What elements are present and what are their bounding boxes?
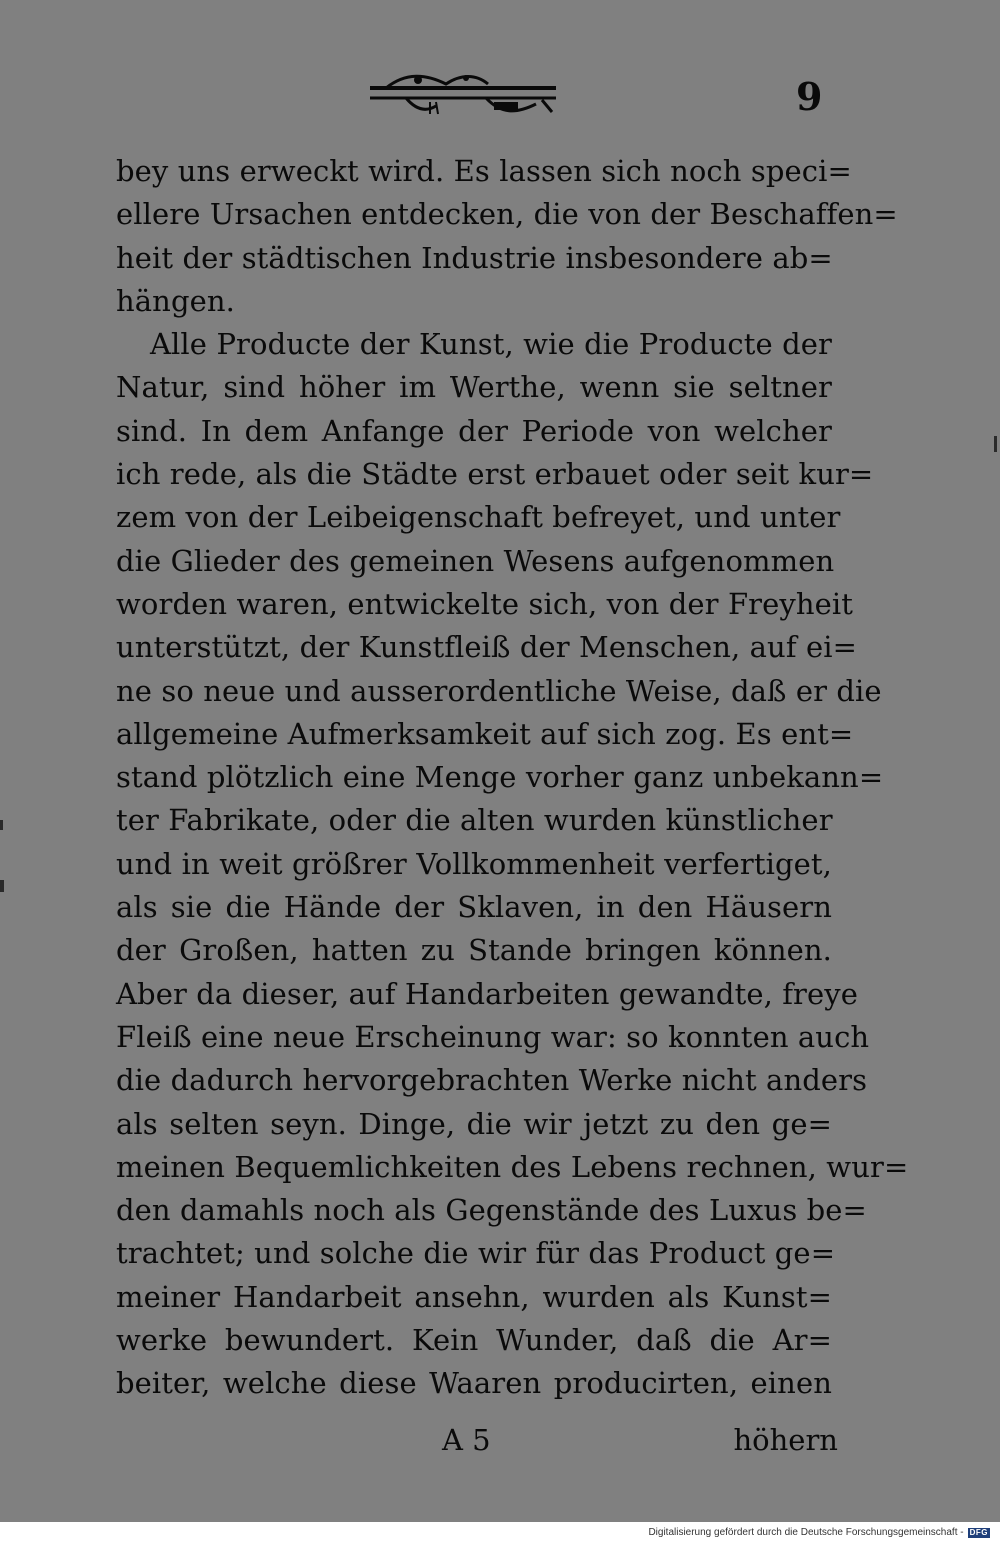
credit-text: Digitalisierung gefördert durch die Deutsche Forschungsgemeinschaft - xyxy=(648,1527,964,1538)
text-line: ich rede, als die Städte erst erbauet oder seit kur= xyxy=(116,457,874,492)
body-text xyxy=(116,150,909,1406)
text-line: bey uns erweckt wird. Es lassen sich noch speci= xyxy=(116,154,852,188)
text-line: die Glieder des gemeinen Wesens aufgenommen xyxy=(116,543,835,578)
text-line: die dadurch hervorgebrachten Werke nicht anders xyxy=(116,1063,868,1098)
text-line: Natur, sind höher im Werthe, wenn sie seltner xyxy=(116,370,832,405)
digitization-credit xyxy=(648,1527,990,1539)
text-line: hängen. xyxy=(116,283,235,318)
catchword: höhern xyxy=(733,1423,838,1457)
text-line: meinen Bequemlichkeiten des Lebens rechnen, wur= xyxy=(116,1149,909,1184)
text-line: den damahls noch als Gegenstände des Luxus be= xyxy=(116,1193,867,1228)
text-line: Alle Producte der Kunst, wie die Producte der xyxy=(150,327,832,362)
text-line: beiter, welche diese Waaren producirten, einen xyxy=(116,1366,832,1401)
text-line: trachtet; und solche die wir für das Product ge= xyxy=(116,1236,836,1271)
text-line: zem von der Leibeigenschaft befreyet, und unter xyxy=(116,500,841,535)
text-line: als selten seyn. Dinge, die wir jetzt zu den ge= xyxy=(116,1106,832,1141)
text-line: als sie die Hände der Sklaven, in den Häusern xyxy=(116,890,832,925)
text-line: stand plötzlich eine Menge vorher ganz unbekann= xyxy=(116,760,884,795)
margin-mark-icon xyxy=(994,436,997,452)
text-line: ellere Ursachen entdecken, die von der Beschaffen= xyxy=(116,197,898,232)
vine-ornament-icon xyxy=(366,70,561,120)
text-line: Fleiß eine neue Erscheinung war: so konnten auch xyxy=(116,1019,870,1054)
text-line: sind. In dem Anfange der Periode von welcher xyxy=(116,413,832,448)
text-line: worden waren, entwickelte sich, von der Freyheit xyxy=(116,586,854,621)
text-line: und in weit größrer Vollkommenheit verfertiget, xyxy=(116,846,832,881)
text-line: Aber da dieser, auf Handarbeiten gewandte, freye xyxy=(116,976,859,1011)
text-line: ter Fabrikate, oder die alten wurden künstlicher xyxy=(116,803,833,838)
text-line: unterstützt, der Kunstfleiß der Menschen, auf ei= xyxy=(116,630,858,665)
margin-mark-icon xyxy=(0,820,8,900)
text-line: meiner Handarbeit ansehn, wurden als Kunst= xyxy=(116,1279,832,1314)
text-line: werke bewundert. Kein Wunder, daß die Ar= xyxy=(116,1323,832,1358)
signature-mark: A 5 xyxy=(442,1423,491,1457)
page-footer xyxy=(116,1418,838,1462)
text-line: allgemeine Aufmerksamkeit auf sich zog. Es ent= xyxy=(116,716,854,751)
page-number: 9 xyxy=(796,74,823,119)
text-line: heit der städtischen Industrie insbesondere ab= xyxy=(116,240,833,275)
text-line: der Großen, hatten zu Stande bringen können. xyxy=(116,933,832,968)
text-line: ne so neue und ausserordentliche Weise, daß er die xyxy=(116,673,882,708)
dfg-logo-icon: DFG xyxy=(969,1528,988,1537)
